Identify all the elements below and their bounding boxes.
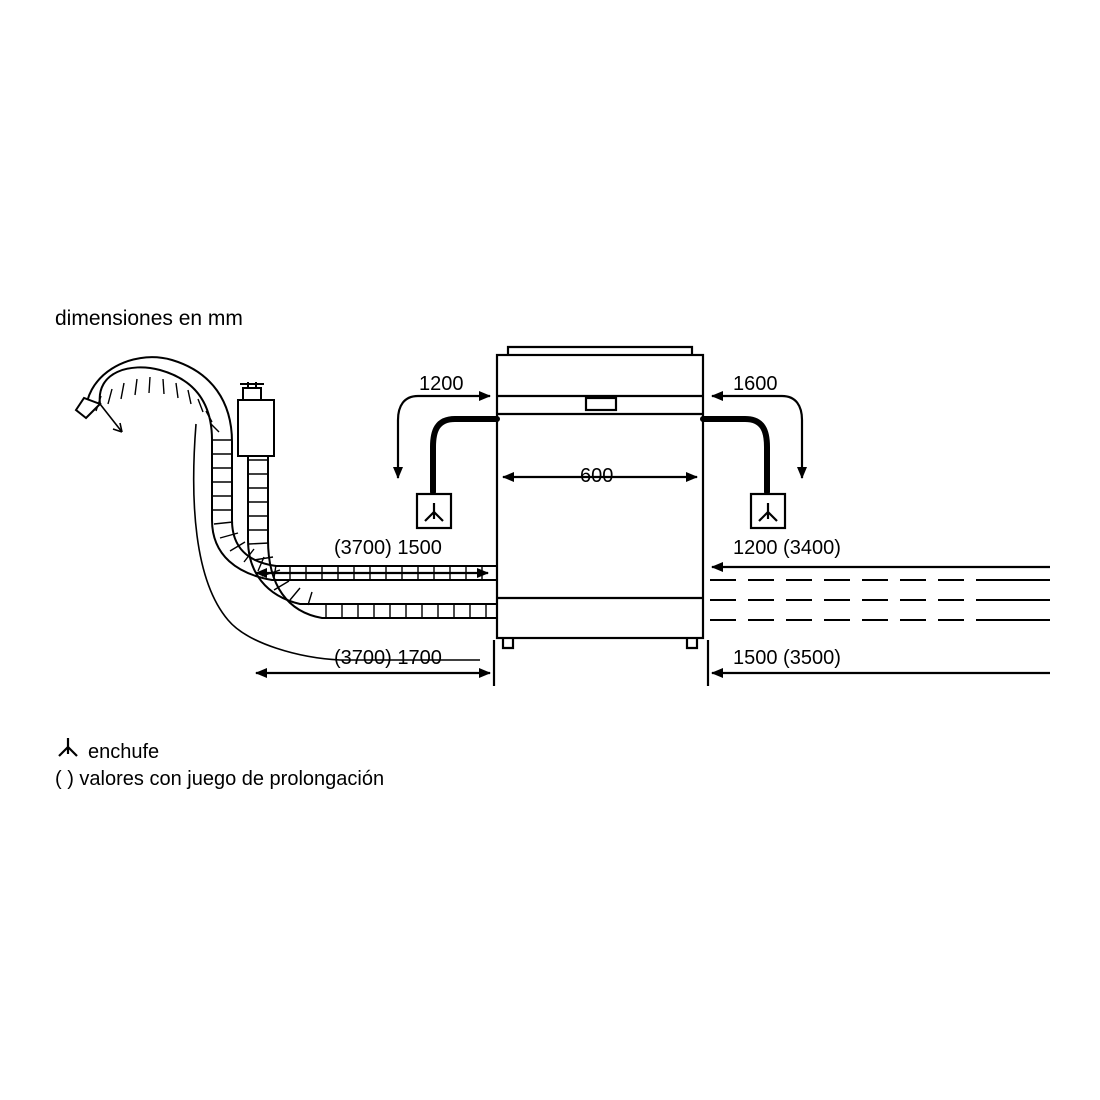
legend-item-parentheses: ( ) valores con juego de prolongación	[55, 768, 385, 790]
legend-item-plug: enchufe	[88, 741, 160, 763]
power-cord-left	[398, 396, 497, 492]
plug-icon-legend	[59, 738, 77, 756]
header-note: dimensiones en mm	[55, 307, 243, 330]
water-supply-lines-right	[710, 580, 1050, 620]
socket-icon-left	[417, 494, 451, 528]
label-supply-right-lower: 1500 (3500)	[733, 647, 841, 669]
label-supply-right-upper: 1200 (3400)	[733, 537, 841, 559]
appliance-outline	[497, 347, 703, 648]
supply-hose-lower	[248, 420, 497, 618]
water-supply-lines-solid-right	[1000, 580, 1050, 620]
label-hose-top-left: 1200	[419, 373, 464, 395]
label-drain-left: (3700) 1500	[334, 537, 442, 559]
label-drain-left-lower: (3700) 1700	[334, 647, 442, 669]
power-cord-right	[703, 396, 802, 492]
aquastop-valve	[238, 382, 274, 456]
label-appliance-width: 600	[580, 465, 614, 487]
socket-icon-right	[751, 494, 785, 528]
label-hose-top-right: 1600	[733, 373, 778, 395]
